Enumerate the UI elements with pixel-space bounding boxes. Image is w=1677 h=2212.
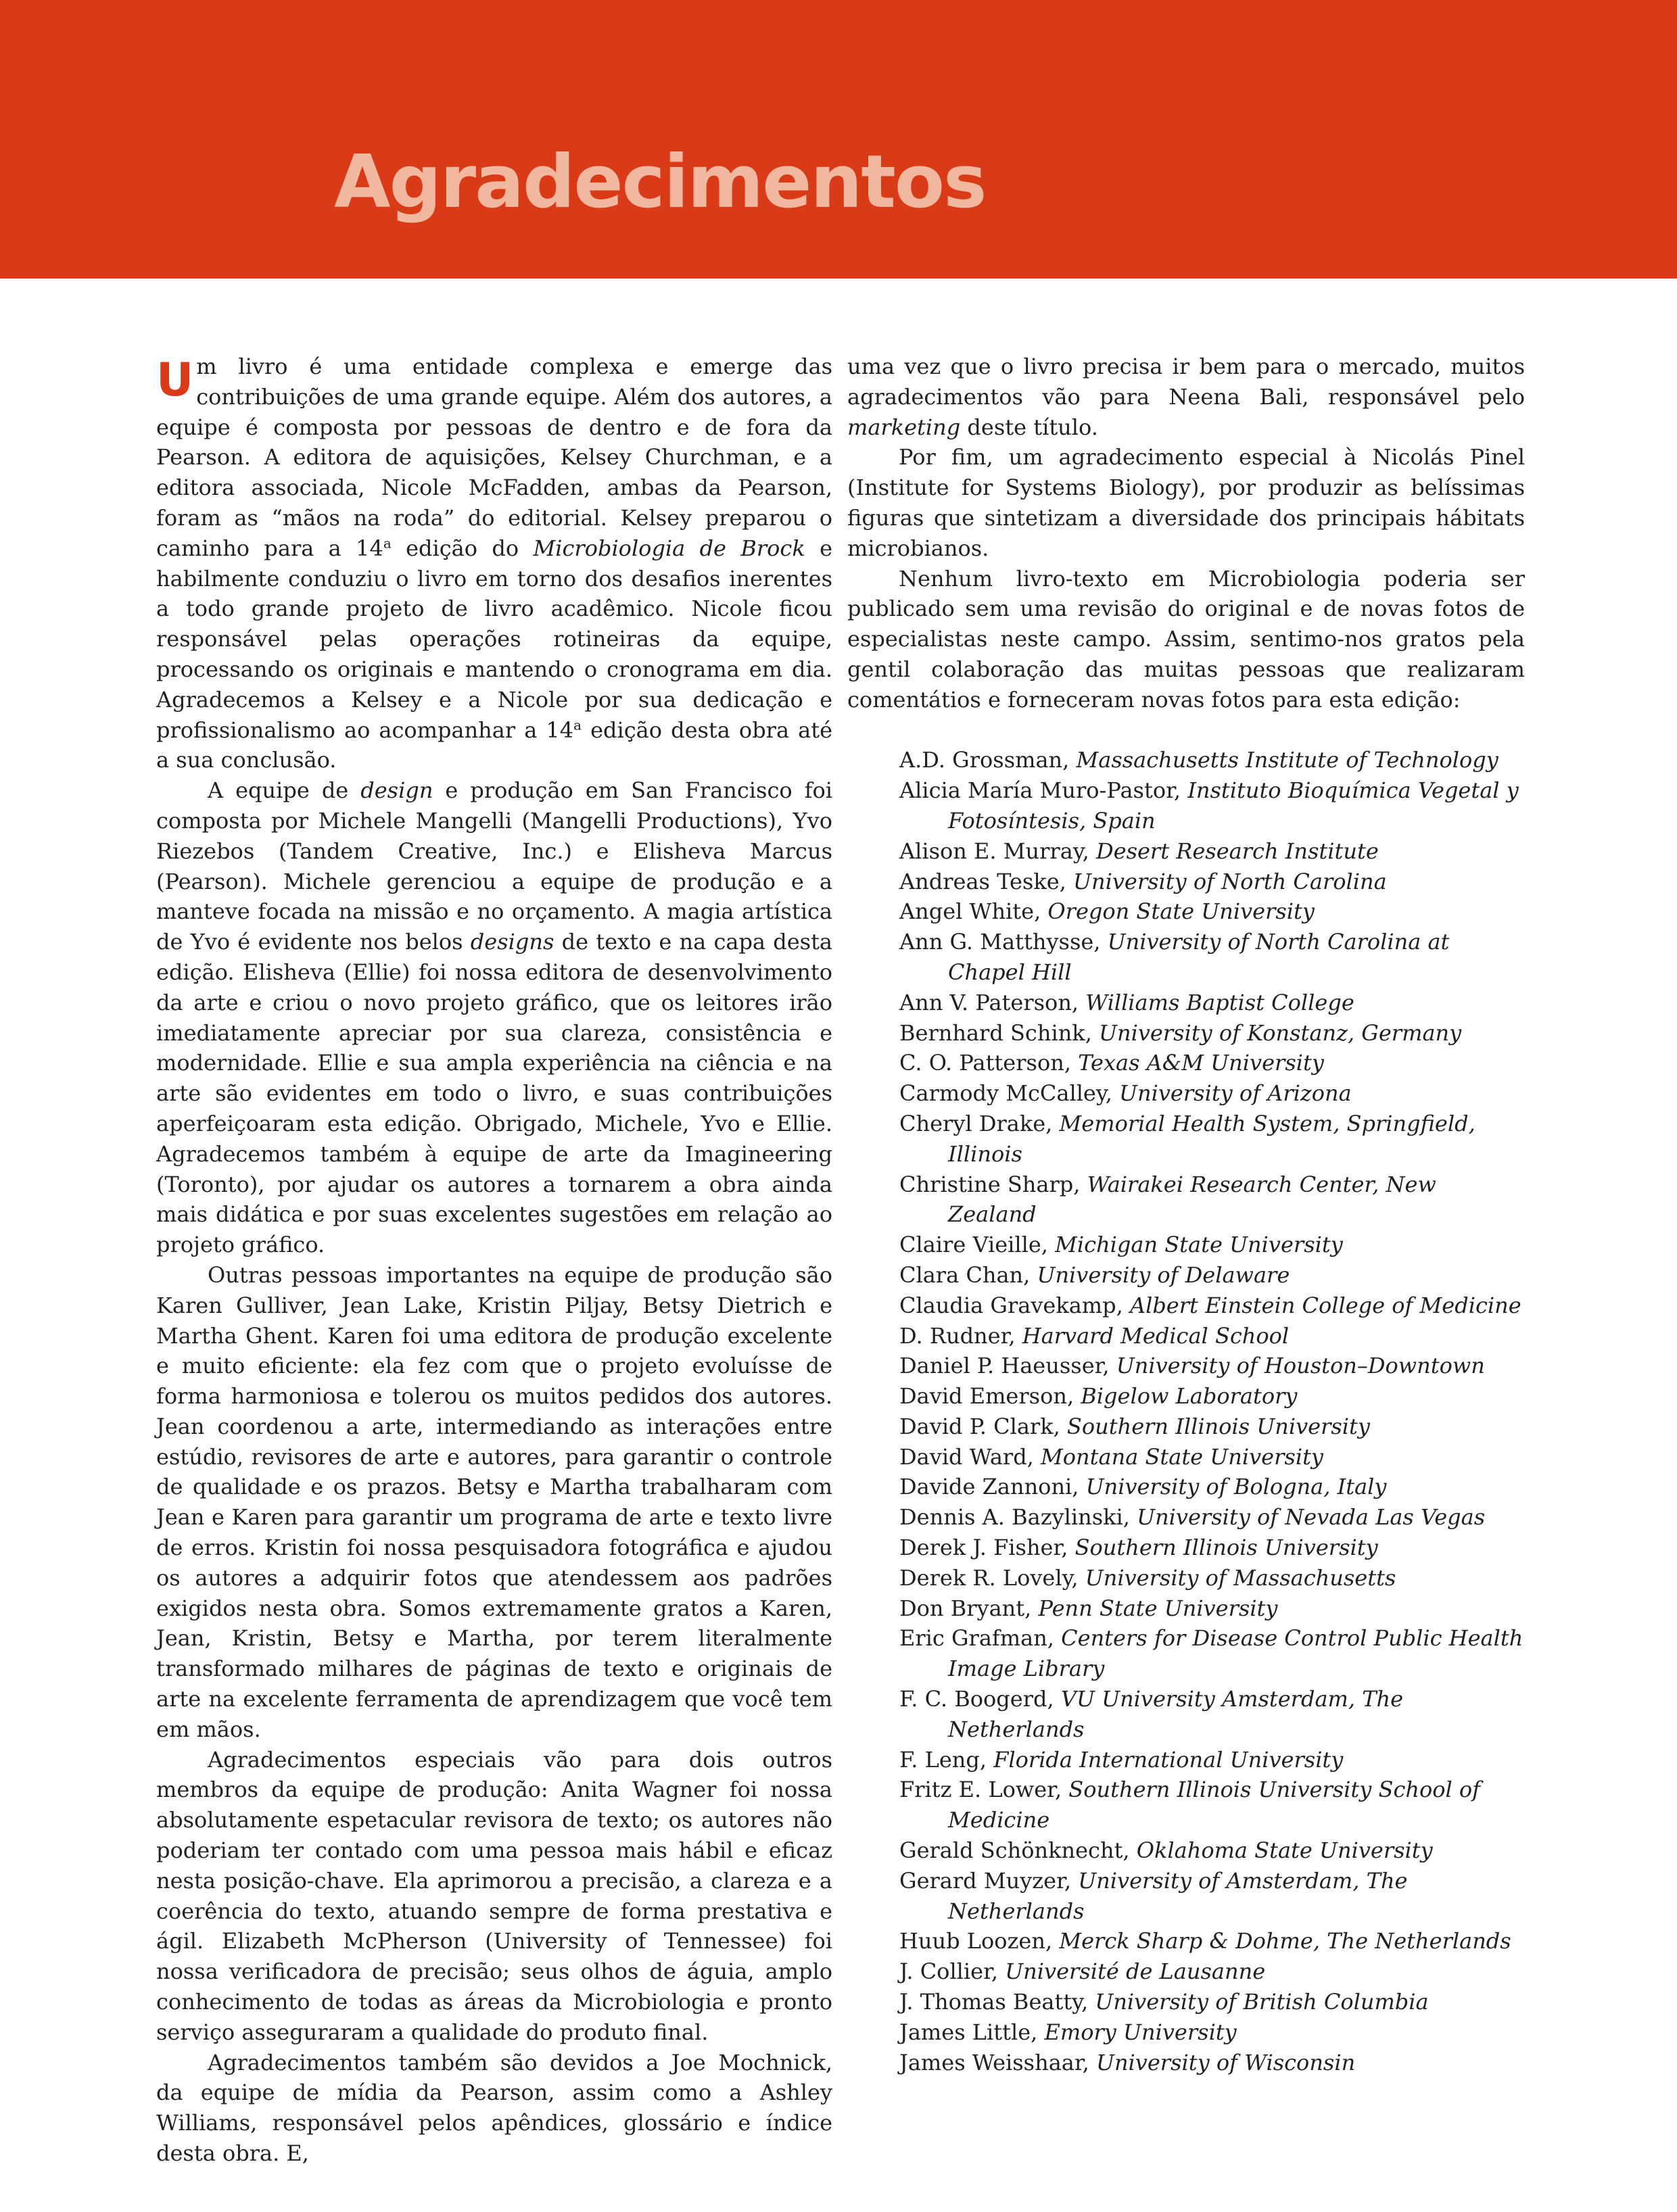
reviewer-item — [847, 1048, 1525, 1078]
paragraph-media-team: Agradecimentos também são devidos a Joe Mochnick, da equipe de mídia da Pearson, assim como a Ashley Williams, responsável pelos apêndices, glossário e índice desta obra. E, — [156, 2049, 832, 2167]
reviewer-item — [847, 1623, 1525, 1684]
reviewer-item — [847, 2017, 1525, 2048]
reviewer-item — [847, 1442, 1525, 1472]
reviewer-affiliation: Southern Illinois University School of Medicine — [948, 1777, 1481, 1833]
reviewer-item — [847, 1866, 1525, 1927]
reviewer-affiliation: Instituto Bioquímica Vegetal y Fotosíntesis, Spain — [948, 777, 1519, 834]
reviewer-item — [847, 1018, 1525, 1049]
reviewer-name: Gerald Schönknecht, — [899, 1837, 1130, 1864]
reviewer-name: Huub Loozen, — [899, 1928, 1053, 1954]
reviewer-affiliation: University of North Carolina at Chapel Hill — [948, 929, 1450, 985]
reviewer-affiliation: University of Arizona — [1119, 1080, 1352, 1107]
reviewer-item — [847, 1230, 1525, 1260]
reviewer-affiliation: University of Wisconsin — [1095, 2049, 1356, 2075]
reviewer-item — [847, 1987, 1525, 2017]
reviewer-affiliation: University of Bologna, Italy — [1085, 1474, 1387, 1500]
reviewer-name: Cheryl Drake, — [899, 1110, 1053, 1136]
reviewer-name: Claudia Gravekamp, — [899, 1292, 1123, 1318]
reviewer-affiliation: Harvard Medical School — [1022, 1322, 1290, 1349]
reviewer-item — [847, 775, 1525, 836]
reviewer-item — [847, 927, 1525, 988]
reviewer-name: Ann V. Paterson, — [899, 989, 1079, 1015]
paragraph-marketing: uma vez que o livro precisa ir bem para o mercado, muitos agradecimentos vão para Neena Bali, responsável pelo marketing deste título. — [847, 354, 1525, 440]
reviewer-name: Eric Grafman, — [899, 1625, 1054, 1652]
reviewer-item — [847, 836, 1525, 867]
reviewer-item — [847, 1593, 1525, 1624]
reviewer-item — [847, 1170, 1525, 1230]
reviewer-affiliation: University of Amsterdam, The Netherlands — [948, 1867, 1408, 1924]
reviewer-name: Clara Chan, — [899, 1261, 1031, 1288]
reviewer-name: A.D. Grossman, — [899, 747, 1070, 773]
reviewer-name: Andreas Teske, — [899, 868, 1066, 894]
reviewer-affiliation: Williams Baptist College — [1085, 989, 1354, 1015]
reviewer-affiliation: University of Nevada Las Vegas — [1137, 1504, 1486, 1531]
reviewer-name: Ann G. Matthysse, — [899, 929, 1101, 955]
reviewer-name: C. O. Patterson, — [899, 1050, 1071, 1076]
reviewer-name: Fritz E. Lower, — [899, 1777, 1062, 1803]
reviewer-item — [847, 1109, 1525, 1170]
reviewer-name: Alison E. Murray, — [899, 838, 1089, 864]
paragraph-design-team: A equipe de design e produção em San Francisco foi composta por Michele Mangelli (Mangelli Productions), Yvo Riezebos (Tandem Creative, Inc.) e Elisheva Marcus (Pearson). Michele gerenciou a equipe de produção e a manteve focada na missão e no orçamento. A magia artística de Yvo é evidente nos belos designs de texto e na capa desta edição. Elisheva (Ellie) foi nossa editora de desenvolvimento da arte e criou o novo projeto gráfico, que os leitores irão imediatamente apreciar por sua clareza, consistência e modernidade. Ellie e sua ampla experiência na ciência e na arte são evidentes em todo o livro, e suas contribuições aperfeiçoaram esta edição. Obrigado, Michele, Yvo e Ellie. Agradecemos também à equipe de arte da Imagineering (Toronto), por ajudar os autores a tornarem a obra ainda mais didática e por suas excelentes sugestões em relação ao projeto gráfico. — [156, 777, 833, 1258]
reviewer-name: Dennis A. Bazylinski, — [899, 1504, 1130, 1531]
paragraph-figures: Por fim, um agradecimento especial à Nicolás Pinel (Institute for Systems Biology), por produzir as belíssimas figuras que sintetizam a diversidade dos principais hábitats microbianos. — [847, 444, 1525, 561]
paragraph-intro: Um livro é uma entidade complexa e emerge das contribuições de uma grande equipe. Além dos autores, a equipe é composta por pessoas de dentro e de fora da Pearson. A editora de aquisições, Kelsey Churchman, e a editora associada, Nicole McFadden, ambas da Pearson, foram as “mãos na roda” do editorial. Kelsey preparou o caminho para a 14$^a$ edição do Microbiologia de Brock e habilmente conduziu o livro em torno dos desafios inerentes a todo grande projeto de livro acadêmico. Nicole ficou responsável pelas operações rotineiras da equipe, processando os originais e mantendo o cronograma em dia. Agradecemos a Kelsey e a Nicole por sua dedicação e profissionalismo ao acompanhar a 14$^a$ edição desta obra até a sua conclusão. — [156, 354, 833, 773]
reviewer-item — [847, 1684, 1525, 1745]
reviewer-item — [847, 1078, 1525, 1109]
reviewer-item — [847, 988, 1525, 1018]
reviewer-item — [847, 1563, 1525, 1593]
reviewer-affiliation: Wairakei Research Center, New Zealand — [948, 1171, 1436, 1228]
reviewer-name: James Weisshaar, — [899, 2049, 1089, 2075]
reviewer-item — [847, 1956, 1525, 1987]
reviewer-name: J. Collier, — [899, 1958, 999, 1985]
reviewer-affiliation: Oregon State University — [1047, 898, 1315, 925]
reviewer-affiliation: Massachusetts Institute of Technology — [1076, 747, 1498, 773]
reviewer-affiliation: Memorial Health System, Springfield, Illinois — [948, 1110, 1475, 1167]
reviewer-list — [847, 745, 1525, 2077]
reviewer-name: Daniel P. Haeusser, — [899, 1353, 1110, 1379]
reviewer-name: Bernhard Schink, — [899, 1019, 1092, 1046]
reviewer-affiliation: Desert Research Institute — [1095, 838, 1379, 864]
reviewer-name: David Emerson, — [899, 1383, 1074, 1410]
paragraph-reviewers-intro: Nenhum livro-texto em Microbiologia poderia ser publicado sem uma revisão do original e de novas fotos de especialistas neste campo. Assim, sentimo-nos gratos pela gentil colaboração das muitas pessoas que realizaram comentátios e forneceram novas fotos para esta edição: — [847, 565, 1525, 713]
reviewer-affiliation: Florida International University — [993, 1746, 1344, 1773]
reviewer-name: James Little, — [899, 2019, 1038, 2045]
reviewer-name: J. Thomas Beatty, — [899, 1989, 1089, 2015]
reviewer-item — [847, 1321, 1525, 1351]
left-column — [156, 352, 832, 2169]
reviewer-affiliation: Merck Sharp & Dohme, The Netherlands — [1059, 1928, 1511, 1954]
reviewer-name: Don Bryant, — [899, 1595, 1032, 1621]
reviewer-affiliation: Emory University — [1044, 2019, 1237, 2045]
reviewer-item — [847, 1775, 1525, 1835]
reviewer-item — [847, 1381, 1525, 1412]
reviewer-item — [847, 1412, 1525, 1442]
reviewer-affiliation: University of Konstanz, Germany — [1099, 1019, 1462, 1046]
reviewer-item — [847, 2048, 1525, 2078]
reviewer-name: Davide Zannoni, — [899, 1474, 1079, 1500]
reviewer-name: Alicia María Muro-Pastor, — [899, 777, 1181, 804]
reviewer-name: David P. Clark, — [899, 1413, 1060, 1439]
header-banner — [0, 0, 1677, 279]
drop-cap: U — [156, 354, 194, 407]
reviewer-item — [847, 867, 1525, 897]
reviewer-name: Claire Vieille, — [899, 1232, 1048, 1258]
paragraph-production-team: Outras pessoas importantes na equipe de produção são Karen Gulliver, Jean Lake, Kristin Piljay, Betsy Dietrich e Martha Ghent. Karen foi uma editora de produção excelente e muito eficiente: ela fez com que o projeto evoluísse de forma harmoniosa e tolerou os muitos pedidos dos autores. Jean coordenou a arte, intermediando as interações entre estúdio, revisores de arte e autores, para garantir o controle de qualidade e os prazos. Betsy e Martha trabalharam com Jean e Karen para garantir um programa de arte e texto livre de erros. Kristin foi nossa pesquisadora fotográfica e ajudou os autores a adquirir fotos que atendessem aos padrões exigidos nesta obra. Somos extremamente gratos a Karen, Jean, Kristin, Betsy e Martha, por terem literalmente transformado milhares de páginas de texto e originais de arte na excelente ferramenta de aprendizagem que você tem em mãos. — [156, 1261, 832, 1742]
reviewer-affiliation: University of Massachusetts — [1085, 1564, 1396, 1591]
reviewer-affiliation: Bigelow Laboratory — [1081, 1383, 1298, 1410]
reviewer-item — [847, 1502, 1525, 1533]
reviewer-name: Christine Sharp, — [899, 1171, 1081, 1197]
reviewer-item — [847, 1472, 1525, 1502]
reviewer-name: Derek R. Lovely, — [899, 1564, 1079, 1591]
reviewer-item — [847, 1835, 1525, 1866]
reviewer-affiliation: University of Delaware — [1037, 1261, 1290, 1288]
reviewer-item — [847, 1745, 1525, 1775]
reviewer-affiliation: University of British Columbia — [1095, 1989, 1429, 2015]
reviewer-affiliation: Université de Lausanne — [1005, 1958, 1266, 1985]
reviewer-affiliation: Texas A&M University — [1078, 1050, 1324, 1076]
reviewer-affiliation: VU University Amsterdam, The Netherlands — [948, 1686, 1404, 1742]
reviewer-name: Gerard Muyzer, — [899, 1867, 1072, 1894]
reviewer-affiliation: Albert Einstein College of Medicine — [1129, 1292, 1521, 1318]
reviewer-name: David Ward, — [899, 1443, 1034, 1470]
reviewer-name: D. Rudner, — [899, 1322, 1016, 1349]
page-title: Agradecimentos — [334, 140, 986, 224]
reviewer-name: Carmody McCalley, — [899, 1080, 1112, 1107]
reviewer-affiliation: Michigan State University — [1055, 1232, 1343, 1258]
reviewer-affiliation: Southern Illinois University — [1066, 1413, 1370, 1439]
reviewer-affiliation: Oklahoma State University — [1136, 1837, 1433, 1864]
right-column — [847, 352, 1525, 2077]
reviewer-name: Angel White, — [899, 898, 1041, 925]
reviewer-item — [847, 745, 1525, 775]
reviewer-item — [847, 1291, 1525, 1321]
reviewer-affiliation: Montana State University — [1041, 1443, 1323, 1470]
reviewer-name: F. Leng, — [899, 1746, 987, 1773]
reviewer-item — [847, 1260, 1525, 1291]
reviewer-affiliation: Penn State University — [1038, 1595, 1278, 1621]
reviewer-affiliation: Centers for Disease Control Public Health Image Library — [948, 1625, 1524, 1682]
reviewer-name: F. C. Boogerd, — [899, 1686, 1054, 1712]
reviewer-affiliation: Southern Illinois University — [1074, 1535, 1378, 1561]
reviewer-item — [847, 1351, 1525, 1381]
paragraph-special-thanks: Agradecimentos especiais vão para dois outros membros da equipe de produção: Anita Wagner foi nossa absolutamente espetacular revisora de texto; os autores não poderiam ter contado com uma pessoa mais hábil e eficaz nesta posição-chave. Ela aprimorou a precisão, a clareza e a coerência do texto, atuando sempre de forma prestativa e ágil. Elizabeth McPherson (University of Tennessee) foi nossa verificadora de precisão; seus olhos de águia, amplo conhecimento de todas as áreas da Microbiologia e pronto serviço asseguraram a qualidade do produto final. — [156, 1746, 832, 2045]
reviewer-item — [847, 1533, 1525, 1563]
reviewer-item — [847, 896, 1525, 927]
reviewer-item — [847, 1926, 1525, 1956]
reviewer-affiliation: University of Houston–Downtown — [1116, 1353, 1485, 1379]
reviewer-affiliation: University of North Carolina — [1073, 868, 1387, 894]
reviewer-name: Derek J. Fisher, — [899, 1535, 1068, 1561]
